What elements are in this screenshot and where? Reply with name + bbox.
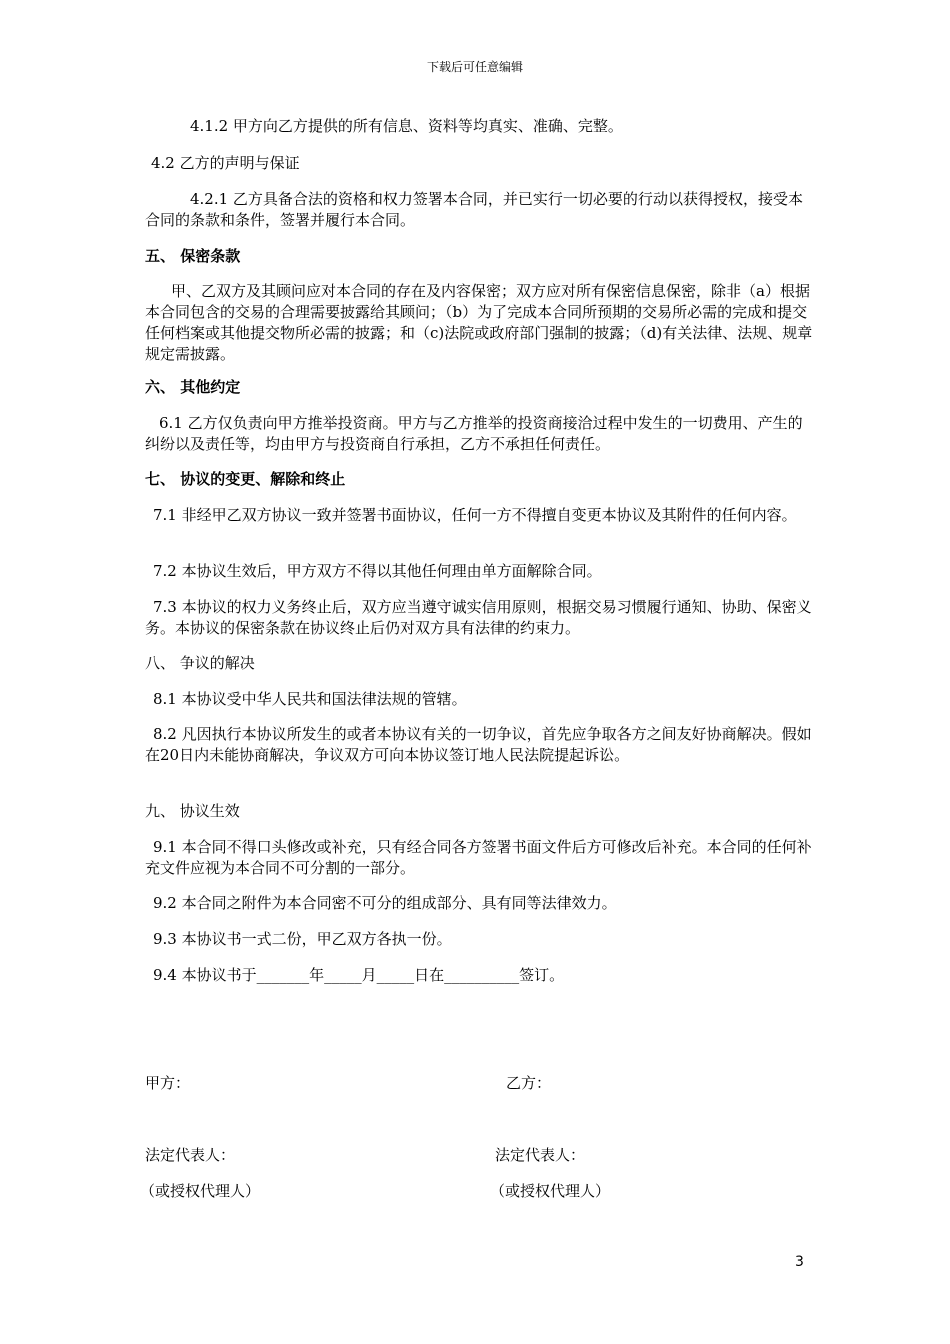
clause-9-3: 9.3 本协议书一式二份，甲乙双方各执一份。 [153, 930, 452, 948]
section-6-heading: 六、 其他约定 [145, 378, 241, 396]
clause-6-1: 6.1 乙方仅负责向甲方推举投资商。甲方与乙方推举的投资商接洽过程中发生的一切费用、产生的纠纷以及责任等，均由甲方与投资商自行承担，乙方不承担任何责任。 [145, 414, 803, 453]
section-5-body: 甲、乙双方及其顾问应对本合同的存在及内容保密；双方应对所有保密信息保密，除非（a）根据本合同包含的交易的合理需要披露给其顾问；（b）为了完成本合同所预期的交易所必需的完成和提交任何档案或其他提交物所必需的披露；和（c)法院或政府部门强制的披露；（d)有关法律、法规、规章规定需披露。 [145, 282, 813, 363]
clause-9-2: 9.2 本合同之附件为本合同密不可分的组成部分、具有同等法律效力。 [153, 894, 617, 912]
agent-a-label: （或授权代理人） [140, 1182, 261, 1200]
party-a-label: 甲方： [145, 1074, 191, 1092]
clause-8-2: 8.2 凡因执行本协议所发生的或者本协议有关的一切争议，首先应争取各方之间友好协商解决。假如在20日内未能协商解决，争议双方可向本协议签订地人民法院提起诉讼。 [145, 725, 812, 764]
section-5-heading: 五、 保密条款 [145, 247, 241, 265]
clause-9-4: 9.4 本协议书于_______年_____月_____日在__________签订。 [153, 966, 565, 984]
rep-b-label: 法定代表人： [495, 1146, 586, 1164]
clause-8-1: 8.1 本协议受中华人民共和国法律法规的管辖。 [153, 690, 467, 708]
clause-4-2-title: 4.2 乙方的声明与保证 [151, 154, 300, 172]
agent-b-label: （或授权代理人） [490, 1182, 611, 1200]
party-b-label: 乙方： [506, 1074, 552, 1092]
clause-7-2: 7.2 本协议生效后，甲方双方不得以其他任何理由单方面解除合同。 [153, 562, 602, 580]
clause-4-1-2: 4.1.2 甲方向乙方提供的所有信息、资料等均真实、准确、完整。 [190, 117, 623, 135]
rep-a-label: 法定代表人： [145, 1146, 236, 1164]
clause-7-3: 7.3 本协议的权力义务终止后，双方应当遵守诚实信用原则，根据交易习惯履行通知、协助、保密义务。本协议的保密条款在协议终止后仍对双方具有法律的约束力。 [145, 598, 812, 637]
clause-7-1: 7.1 非经甲乙双方协议一致并签署书面协议，任何一方不得擅自变更本协议及其附件的任何内容。 [153, 506, 797, 524]
section-9-heading: 九、 协议生效 [145, 802, 240, 820]
section-8-heading: 八、 争议的解决 [145, 654, 255, 672]
clause-4-2-1: 4.2.1 乙方具备合法的资格和权力签署本合同，并已实行一切必要的行动以获得授权，接受本合同的条款和条件，签署并履行本合同。 [145, 190, 803, 229]
page-number: 3 [795, 1254, 804, 1270]
section-7-heading: 七、 协议的变更、解除和终止 [145, 470, 346, 488]
clause-9-1: 9.1 本合同不得口头修改或补充，只有经合同各方签署书面文件后方可修改后补充。本合同的任何补充文件应视为本合同不可分割的一部分。 [145, 838, 812, 877]
page-header: 下载后可任意编辑 [426, 60, 523, 74]
